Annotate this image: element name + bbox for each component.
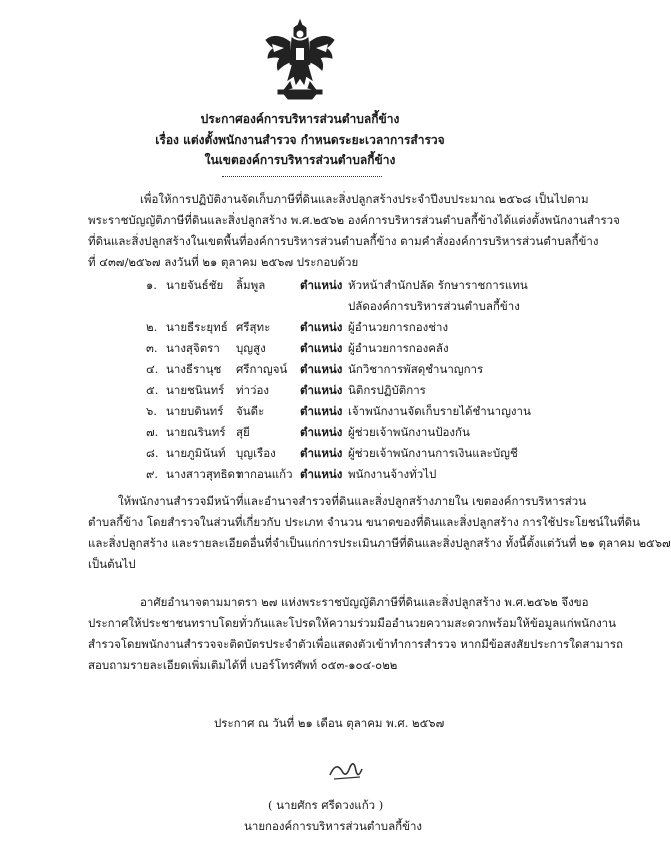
staff-number: ๗. [146, 425, 159, 439]
staff-last-name: ศรีกาญจน์ [236, 362, 288, 376]
signer-name: ( นายศักร ศรีดวงแก้ว ) [268, 798, 384, 812]
title-line-3: ในเขตองค์การบริหารส่วนตำบลกี้ข้าง [204, 153, 396, 167]
handwritten-signature [326, 757, 366, 785]
staff-first-name: นางสุจิตรา [166, 341, 220, 355]
staff-position: นิติกรปฏิบัติการ [348, 383, 426, 397]
staff-last-name: ลิ้มพูล [236, 278, 266, 292]
intro-line-3: ที่ดินและสิ่งปลูกสร้างในเขตพื้นที่องค์การบริหารส่วนตำบลกี้ข้าง ตามคำสั่งองค์การบริหารส่วนตำบลกี้ข้าง [88, 234, 599, 248]
staff-last-name: จันดีะ [236, 404, 265, 418]
staff-last-name: บุญสูง [236, 341, 266, 355]
position-label: ตำแหน่ง [300, 362, 343, 376]
staff-last-name: ทากอนแก้ว [236, 467, 293, 481]
signer-title: นายกองค์การบริหารส่วนตำบลกี้ข้าง [244, 819, 423, 833]
para2-line-4: เป็นต้นไป [88, 557, 136, 571]
intro-line-4: ที่ ๔๓๗/๒๕๖๗ ลงวันที่ ๒๑ ตุลาคม ๒๕๖๗ ประกอบด้วย [88, 255, 359, 269]
title-line-2: เรื่อง แต่งตั้งพนักงานสำรวจ กำหนดระยะเวลาการสำรวจ [155, 133, 445, 147]
position-label: ตำแหน่ง [300, 341, 343, 355]
staff-first-name: นายจันธ์ชัย [166, 278, 224, 292]
staff-number: ๒. [146, 320, 158, 334]
staff-number: ๑. [146, 278, 157, 292]
staff-position: ผู้อำนวยการกองคลัง [348, 341, 449, 355]
position-label: ตำแหน่ง [300, 278, 343, 292]
staff-position: นักวิชาการพัสดุชำนาญการ [348, 362, 484, 376]
intro-line-2: พระราชบัญญัติภาษีที่ดินและสิ่งปลูกสร้าง พ.ศ.๒๕๖๒ องค์การบริหารส่วนตำบลกี้ข้างได้แต่งตั้งพนักงานสำรวจ [88, 213, 620, 227]
title-line-1: ประกาศองค์การบริหารส่วนตำบลกี้ข้าง [200, 112, 400, 126]
position-label: ตำแหน่ง [300, 404, 343, 418]
staff-first-name: นายบดินทร์ [166, 404, 224, 418]
staff-position-continued: ปลัดองค์การบริหารส่วนตำบลกี้ข้าง [348, 299, 520, 313]
staff-position: พนักงานจ้างทั่วไป [348, 467, 437, 481]
garuda-emblem-icon [264, 18, 336, 100]
para2-line-1: ให้พนักงานสำรวจมีหน้าที่และอำนาจสำรวจที่ดินและสิ่งปลูกสร้างภายใน เขตองค์การบริหารส่วน [118, 494, 587, 508]
para2-line-2: ตำบลกี้ข้าง โดยสำรวจในส่วนที่เกี่ยวกับ ประเภท จำนวน ขนาดของที่ดินและสิ่งปลูกสร้าง การใช้ประโยชน์ในที่ดิน [88, 515, 640, 529]
staff-first-name: นายภูมินันท์ [166, 446, 226, 460]
staff-number: ๔. [146, 362, 159, 376]
staff-last-name: บุญเรือง [236, 446, 276, 460]
para3-line-3: สำรวจโดยพนักงานสำรวจจะติดบัตรประจำตัวเพื่อแสดงตัวเข้าทำการสำรวจ หากมีข้อสงสัยประการใดสามารถ [88, 637, 623, 651]
staff-first-name: นายธีระยุทธ์ [166, 320, 228, 334]
position-label: ตำแหน่ง [300, 320, 343, 334]
staff-last-name: สุยี [236, 425, 250, 439]
staff-number: ๘. [146, 446, 159, 460]
staff-position: หัวหน้าสำนักปลัด รักษาราชการแทน [348, 278, 528, 292]
staff-first-name: นายชนินทร์ [166, 383, 225, 397]
title-divider [222, 176, 382, 177]
staff-first-name: นางธีรานุช [166, 362, 222, 376]
staff-position: ผู้ช่วยเจ้าพนักงานการเงินและบัญชี [348, 446, 518, 460]
position-label: ตำแหน่ง [300, 425, 343, 439]
position-label: ตำแหน่ง [300, 467, 343, 481]
para3-line-1: อาศัยอำนาจตามมาตรา ๒๗ แห่งพระราชบัญญัติภาษีที่ดินและสิ่งปลูกสร้าง พ.ศ.๒๕๖๒ จึงขอ [140, 595, 589, 609]
staff-position: ผู้ช่วยเจ้าพนักงานป้องกัน [348, 425, 470, 439]
para2-line-3: และสิ่งปลูกสร้าง และรายละเอียดอื่นที่จำเป็นแก่การประเมินภาษีที่ดินและสิ่งปลูกสร้าง ทั้งนี้ตั้งแต่วันที่ ๒๑ ตุลาคม ๒๕๖๗ [88, 536, 671, 550]
position-label: ตำแหน่ง [300, 446, 343, 460]
staff-first-name: นายณรินทร์ [166, 425, 226, 439]
announcement-date: ประกาศ ณ วันที่ ๒๑ เดือน ตุลาคม พ.ศ. ๒๕๖๗ [214, 716, 445, 730]
staff-number: ๕. [146, 383, 159, 397]
staff-first-name: นางสาวสุทธิดา [166, 467, 242, 481]
intro-line-1: เพื่อให้การปฏิบัติงานจัดเก็บภาษีที่ดินและสิ่งปลูกสร้างประจำปีงบประมาณ ๒๕๖๘ เป็นไปตาม [140, 192, 589, 206]
staff-last-name: ท่าว่อง [236, 383, 270, 397]
staff-number: ๓. [146, 341, 158, 355]
staff-position: ผู้อำนวยการกองช่าง [348, 320, 449, 334]
para3-line-2: ประกาศให้ประชาชนทราบโดยทั่วกันและโปรดให้ความร่วมมืออำนวยความสะดวกพร้อมให้ข้อมูลแก่พนักงาน [88, 616, 617, 630]
staff-number: ๖. [146, 404, 157, 418]
staff-last-name: ศรีสุทะ [236, 320, 271, 334]
para3-line-4: สอบถามรายละเอียดเพิ่มเติมได้ที่ เบอร์โทรศัพท์ ๐๕๓-๑๐๔-๐๒๒ [88, 658, 398, 672]
position-label: ตำแหน่ง [300, 383, 343, 397]
staff-number: ๙. [146, 467, 159, 481]
staff-position: เจ้าพนักงานจัดเก็บรายได้ชำนาญงาน [348, 404, 531, 418]
